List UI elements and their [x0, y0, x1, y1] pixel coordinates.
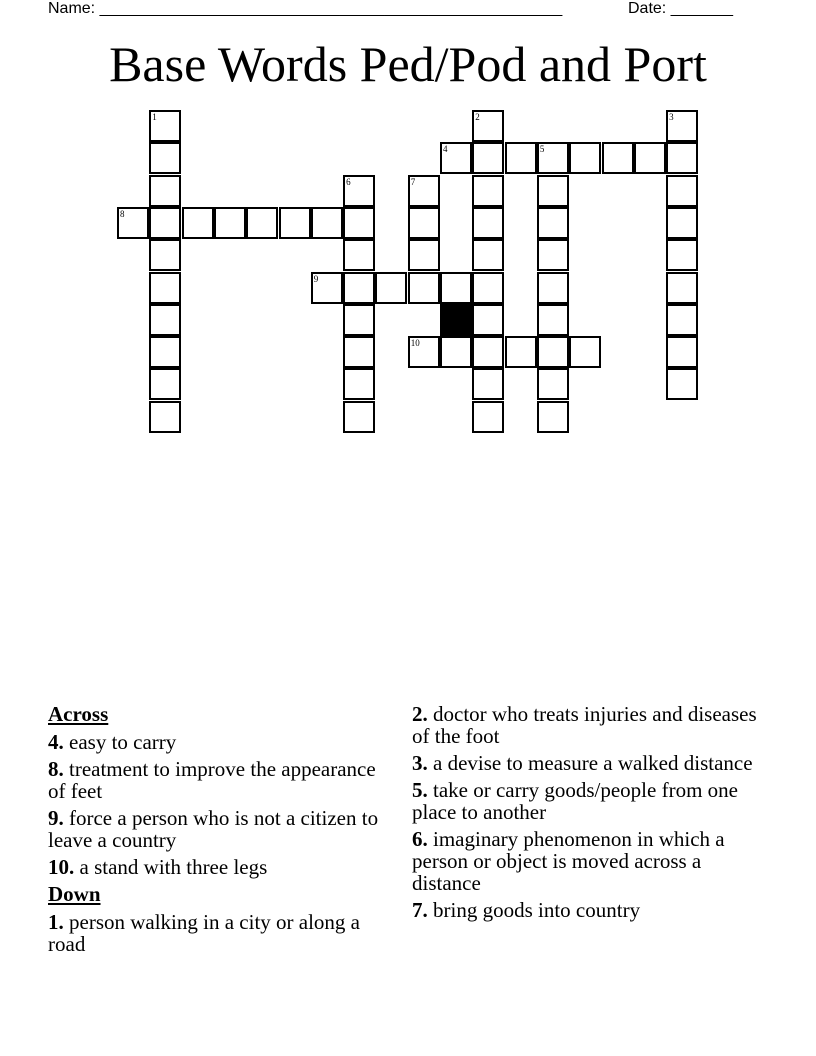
crossword-cell[interactable] [666, 336, 698, 368]
clue-text: take or carry goods/people from one place to another [412, 778, 738, 824]
clues-left-column [48, 703, 388, 960]
crossword-cell[interactable] [343, 207, 375, 239]
crossword-cell[interactable] [343, 239, 375, 271]
clue-number-label: 1 [152, 112, 157, 122]
clue-down-1 [48, 911, 388, 955]
crossword-cell[interactable] [214, 207, 246, 239]
crossword-grid [0, 0, 816, 440]
crossword-cell[interactable] [537, 401, 569, 433]
crossword-cell[interactable] [666, 239, 698, 271]
clues-right-column [412, 703, 762, 926]
crossword-cell[interactable] [472, 336, 504, 368]
crossword-cell[interactable] [569, 142, 601, 174]
clue-number-label: 4 [443, 144, 448, 155]
clue-text: imaginary phenomenon in which a person or object is moved across a distance [412, 827, 725, 895]
clue-text: person walking in a city or along a road [48, 910, 361, 956]
crossword-cell[interactable] [666, 207, 698, 239]
clue-number: 8. [48, 757, 64, 781]
crossword-cell[interactable] [537, 142, 569, 174]
clue-down-3 [412, 752, 762, 774]
clue-number: 9. [48, 806, 64, 830]
clue-across-8 [48, 758, 388, 802]
crossword-cell[interactable] [311, 207, 343, 239]
clue-down-5 [412, 779, 762, 823]
crossword-cell[interactable] [472, 142, 504, 174]
crossword-cell[interactable] [343, 304, 375, 336]
crossword-cell[interactable] [149, 336, 181, 368]
crossword-cell[interactable] [634, 142, 666, 174]
crossword-cell[interactable] [408, 175, 440, 207]
clue-text: doctor who treats injuries and diseases of the foot [412, 702, 757, 748]
crossword-cell[interactable] [537, 272, 569, 304]
crossword-cell[interactable] [472, 304, 504, 336]
clue-number-label: 3 [669, 112, 674, 122]
crossword-cell[interactable] [666, 175, 698, 207]
clue-text: easy to carry [69, 730, 177, 754]
crossword-cell[interactable] [408, 239, 440, 271]
clue-number-label: 6 [346, 176, 351, 187]
crossword-cell[interactable] [149, 401, 181, 433]
crossword-cell[interactable] [537, 239, 569, 271]
crossword-cell[interactable] [537, 336, 569, 368]
clue-down-6 [412, 828, 762, 894]
crossword-cell[interactable] [505, 336, 537, 368]
clue-number: 3. [412, 751, 428, 775]
crossword-cell[interactable] [117, 207, 149, 239]
clue-number-label: 7 [410, 176, 416, 187]
crossword-cell[interactable] [182, 207, 214, 239]
clue-number-label: 2 [475, 112, 480, 122]
down-heading: Down [48, 882, 101, 906]
clue-number: 10. [48, 855, 75, 879]
crossword-cell[interactable] [343, 175, 375, 207]
crossword-cell[interactable] [472, 207, 504, 239]
crossword-cell[interactable] [343, 401, 375, 433]
crossword-cell[interactable] [343, 336, 375, 368]
crossword-cell[interactable] [149, 142, 181, 174]
clue-across-4 [48, 731, 388, 753]
crossword-cell[interactable] [149, 207, 181, 239]
crossword-cell[interactable] [246, 207, 278, 239]
crossword-cell[interactable] [472, 110, 504, 142]
clue-number-label: 10 [410, 338, 420, 349]
clue-across-9 [48, 807, 388, 851]
crossword-cell[interactable] [666, 110, 698, 142]
crossword-cell[interactable] [149, 175, 181, 207]
crossword-cell[interactable] [440, 272, 472, 304]
crossword-cell[interactable] [472, 239, 504, 271]
clue-number: 7. [412, 898, 428, 922]
crossword-cell[interactable] [149, 239, 181, 271]
black-square [440, 304, 472, 336]
crossword-cell[interactable] [472, 401, 504, 433]
crossword-cell[interactable] [666, 142, 698, 174]
crossword-cell[interactable] [408, 336, 440, 368]
clue-text: treatment to improve the appearance of feet [48, 757, 376, 803]
crossword-cell[interactable] [149, 368, 181, 400]
date-line: Date: _______ [628, 0, 733, 17]
crossword-cell[interactable] [666, 304, 698, 336]
name-line: Name: ____________________________________________________ [48, 0, 563, 17]
clue-number: 2. [412, 702, 428, 726]
clue-number: 1. [48, 910, 64, 934]
across-heading: Across [48, 702, 109, 726]
crossword-cell[interactable] [472, 368, 504, 400]
crossword-cell[interactable] [375, 272, 407, 304]
clue-text: a stand with three legs [79, 855, 268, 879]
clue-down-7 [412, 899, 762, 921]
clue-number: 4. [48, 730, 64, 754]
clue-down-2 [412, 703, 762, 747]
page-title: Base Words Ped/Pod and Port [109, 36, 707, 92]
crossword-cell[interactable] [343, 272, 375, 304]
clue-number: 5. [412, 778, 428, 802]
crossword-cell[interactable] [472, 175, 504, 207]
clue-text: a devise to measure a walked distance [433, 751, 753, 775]
crossword-cell[interactable] [279, 207, 311, 239]
crossword-cell[interactable] [311, 272, 343, 304]
crossword-cell[interactable] [472, 272, 504, 304]
clue-across-10 [48, 856, 388, 878]
crossword-cell[interactable] [569, 336, 601, 368]
crossword-cell[interactable] [408, 272, 440, 304]
clue-number-label: 5 [539, 144, 545, 155]
crossword-cell[interactable] [408, 207, 440, 239]
crossword-cell[interactable] [149, 304, 181, 336]
crossword-cell[interactable] [537, 368, 569, 400]
crossword-cell[interactable] [149, 272, 181, 304]
crossword-cell[interactable] [505, 142, 537, 174]
clue-number-label: 8 [120, 208, 125, 219]
crossword-cell[interactable] [343, 368, 375, 400]
clue-text: bring goods into country [433, 898, 641, 922]
crossword-cell[interactable] [666, 272, 698, 304]
crossword-cell[interactable] [149, 110, 181, 142]
clue-number: 6. [412, 827, 428, 851]
crossword-cell[interactable] [537, 207, 569, 239]
crossword-cell[interactable] [666, 368, 698, 400]
crossword-cell[interactable] [602, 142, 634, 174]
clue-text: force a person who is not a citizen to leave a country [48, 806, 379, 852]
crossword-cell[interactable] [537, 175, 569, 207]
clue-number-label: 9 [313, 273, 319, 284]
crossword-cell[interactable] [537, 304, 569, 336]
crossword-cell[interactable] [440, 142, 472, 174]
crossword-cell[interactable] [440, 336, 472, 368]
